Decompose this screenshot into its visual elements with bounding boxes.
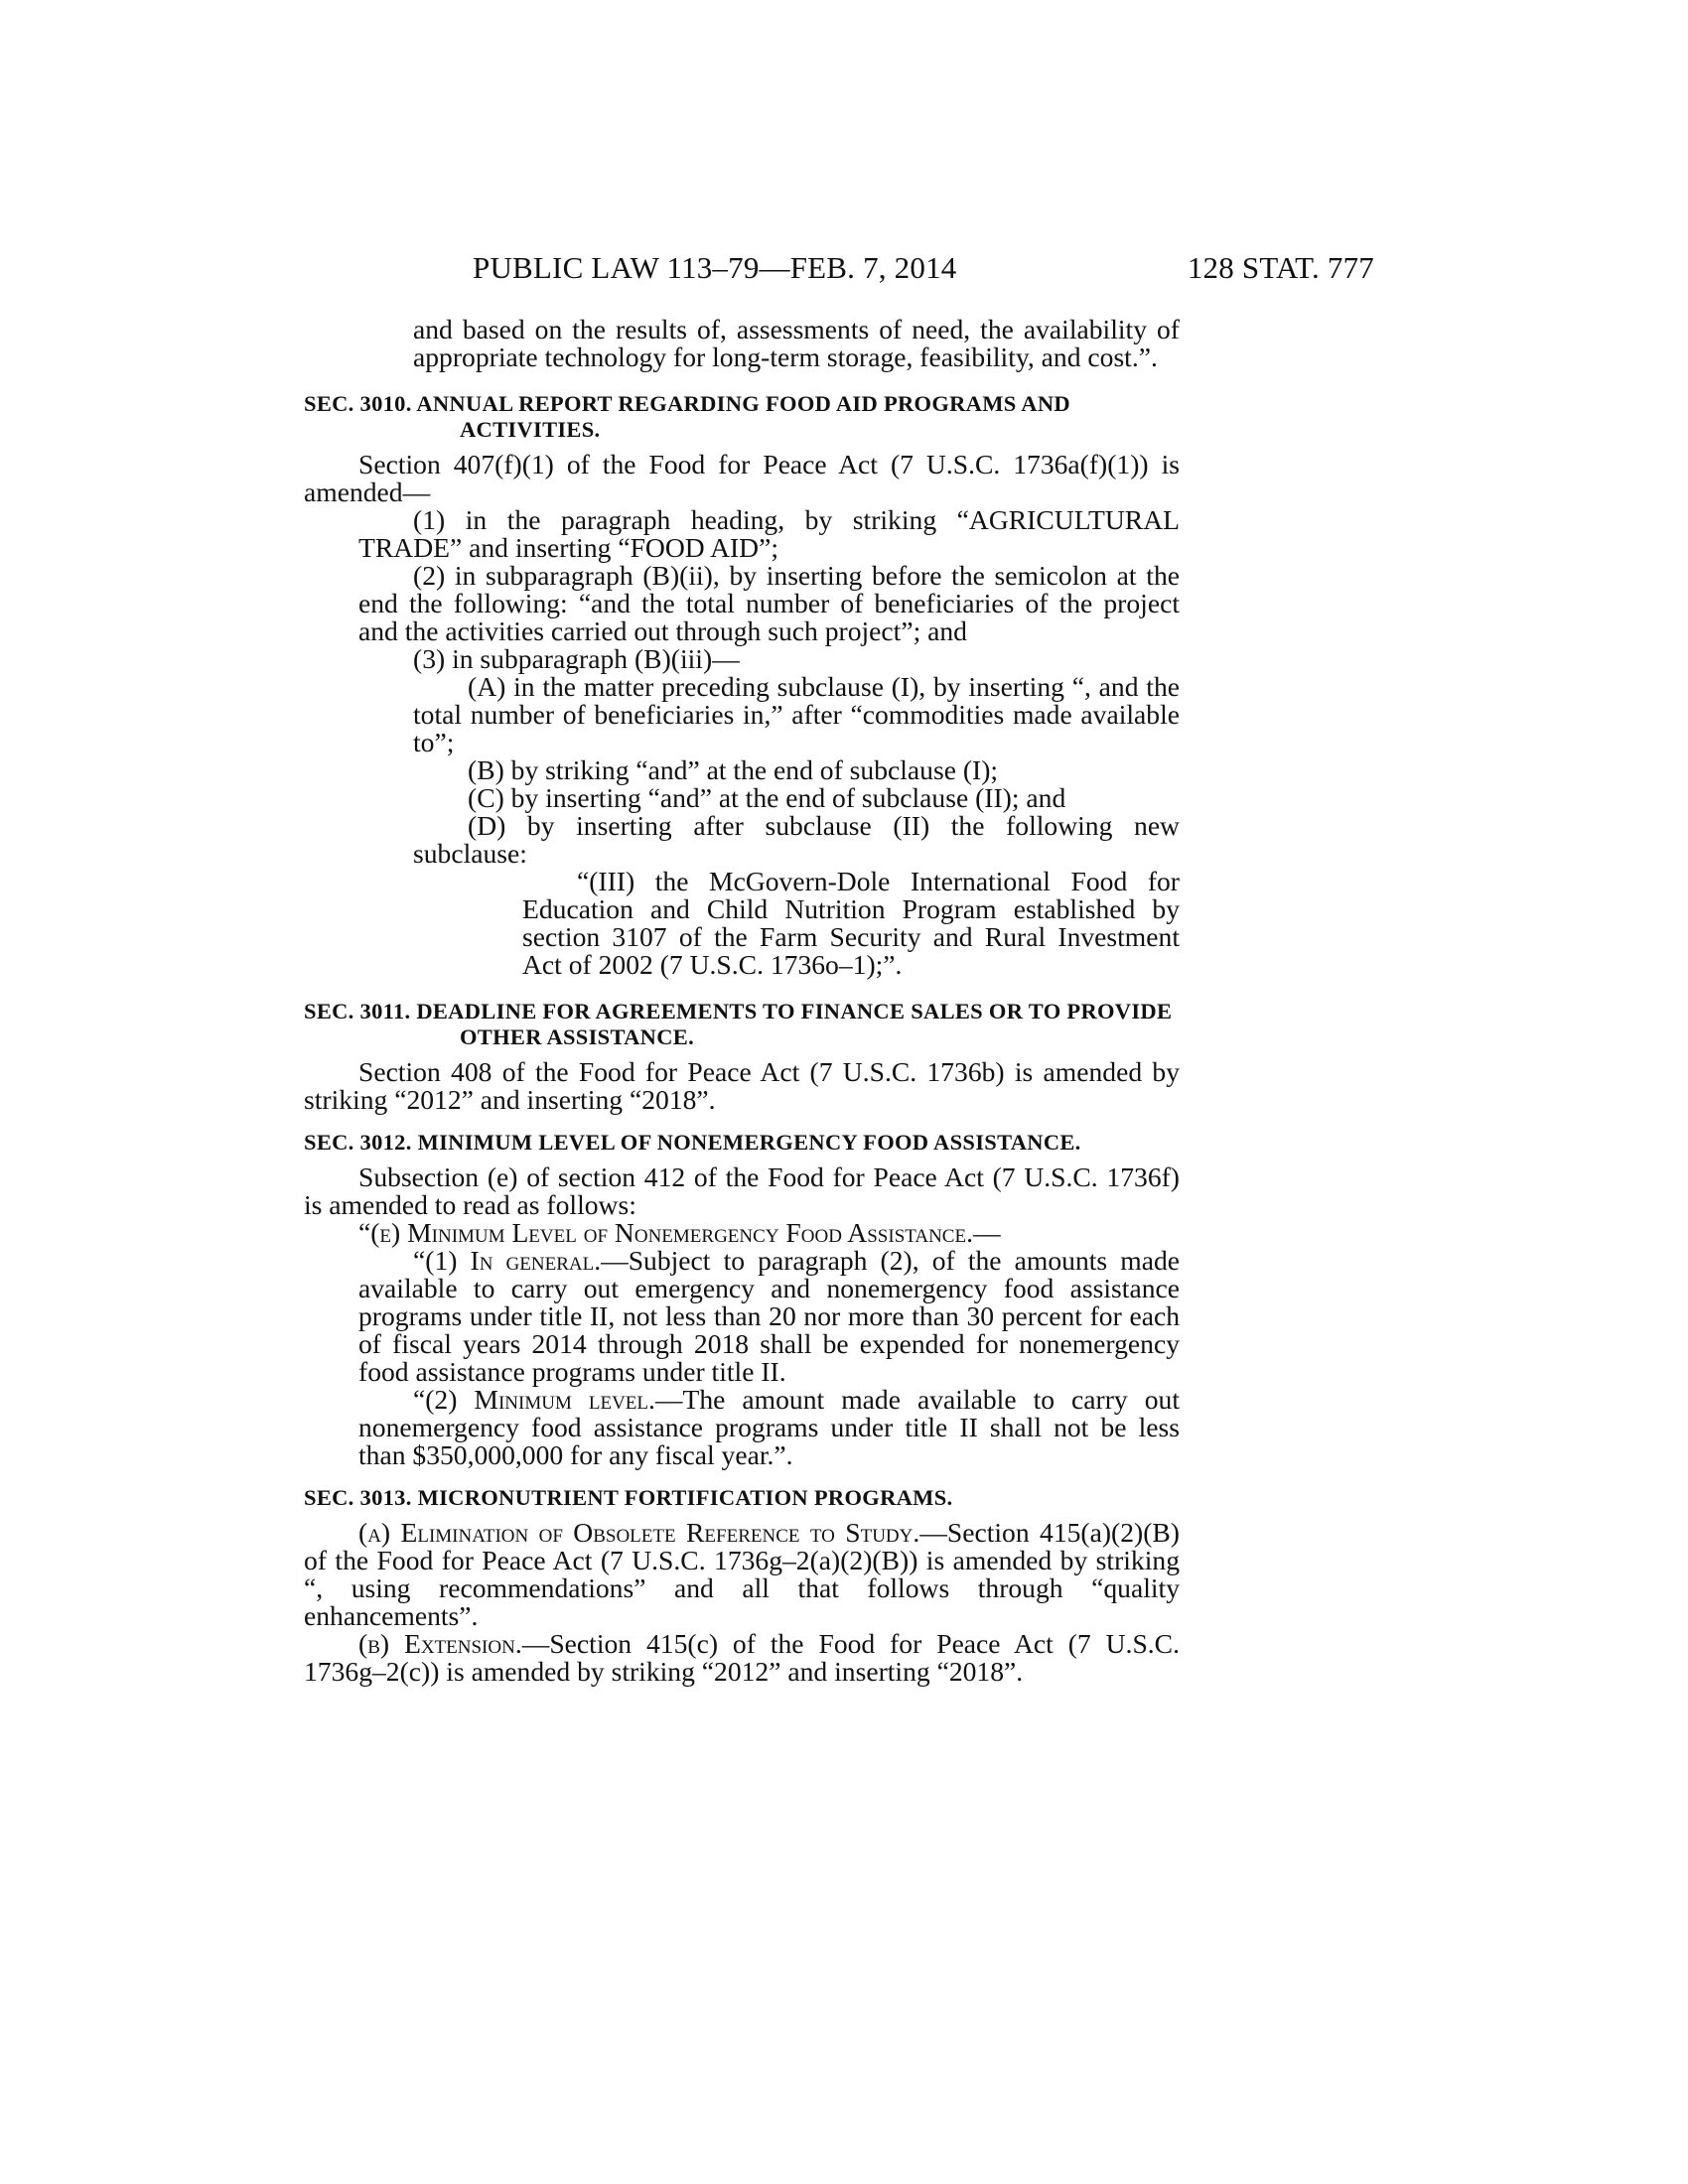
sec3010-subparagraph-d: (D) by inserting after subclause (II) the following new subclause: [413, 810, 1180, 869]
sec3010-subclause-iii: “(III) the McGovern-Dole International Food for Education and Child Nutrition Program established by section 3107 of the Farm Security and Rural Investment Act of 2002 (7 U.S.C. 1736o–1);”. [522, 866, 1180, 980]
running-head-title: PUBLIC LAW 113–79—FEB. 7, 2014 [473, 250, 957, 285]
sec3012-paragraph-1 [304, 1247, 1180, 1386]
section-heading-3010: SEC. 3010. ANNUAL REPORT REGARDING FOOD AID PROGRAMS AND ACTIVITIES. [304, 391, 1070, 442]
continued-text: and based on the results of, assessments of need, the availability of appropriate technology for long-term storage, feasibility, and cost.”. [413, 314, 1180, 372]
section-heading-3012: SEC. 3012. MINIMUM LEVEL OF NONEMERGENCY FOOD ASSISTANCE. [304, 1130, 1081, 1155]
sec3012-p2-label: “(2) Minimum level. [413, 1384, 655, 1415]
sec3010-subparagraph-a: (A) in the matter preceding subclause (I), by inserting “, and the total number of beneficiaries in,” after “commodities made available to”; [413, 671, 1180, 757]
sec3010-paragraph-3: (3) in subparagraph (B)(iii)— [413, 643, 740, 674]
sec3011-text: Section 408 of the Food for Peace Act (7 U.S.C. 1736b) is amended by striking “2012” and inserting “2018”. [304, 1056, 1180, 1115]
sec3010-subparagraph-b: (B) by striking “and” at the end of subclause (I); [468, 754, 999, 785]
sec3012-subsection-e-heading [304, 1219, 1180, 1247]
sec3010-paragraph-1: (1) in the paragraph heading, by striking “AGRICULTURAL TRADE” and inserting “FOOD AID”; [358, 504, 1180, 563]
sec3013-a-label: (a) Elimination of Obsolete Reference to Study. [358, 1517, 920, 1548]
running-head-page-number: 128 STAT. 777 [1187, 250, 1374, 285]
section-heading-3011: SEC. 3011. DEADLINE FOR AGREEMENTS TO FINANCE SALES OR TO PROVIDE OTHER ASSISTANCE. [304, 999, 1173, 1049]
sec3012-e-heading-text: “(e) Minimum Level of Nonemergency Food Assistance.— [358, 1217, 1001, 1248]
sec3012-intro: Subsection (e) of section 412 of the Food for Peace Act (7 U.S.C. 1736f) is amended to read as follows: [304, 1161, 1180, 1220]
sec3012-p1-label: “(1) In general. [413, 1245, 602, 1276]
sec3010-subparagraph-c: (C) by inserting “and” at the end of subclause (II); and [468, 782, 1066, 813]
sec3012-p2-text: —The amount made available to carry out nonemergency food assistance programs under title II shall not be less than $350,000,000 for any fiscal year.”. [358, 1384, 1180, 1470]
sec3010-paragraph-2: (2) in subparagraph (B)(ii), by inserting before the semicolon at the end the following: “and the total number of beneficiaries of the project and the activities carried out through such project”; and [358, 560, 1180, 646]
document-body [304, 316, 1180, 1686]
sec3010-intro: Section 407(f)(1) of the Food for Peace Act (7 U.S.C. 1736a(f)(1)) is amended— [304, 449, 1180, 507]
sec3012-p1-text: —Subject to paragraph (2), of the amounts made available to carry out emergency and nonemergency food assistance programs under title II, not less than 20 nor more than 30 percent for each of fiscal years 2014 through 2018 shall be expended for nonemergency food assistance programs under title II. [358, 1245, 1181, 1387]
section-heading-3013: SEC. 3013. MICRONUTRIENT FORTIFICATION PROGRAMS. [304, 1485, 953, 1510]
sec3013-a-text: —Section 415(a)(2)(B) of the Food for Peace Act (7 U.S.C. 1736g–2(a)(2)(B)) is amended by striking “, using recommendations” and all that follows through “quality enhancements”. [304, 1517, 1180, 1631]
sec3012-paragraph-2 [304, 1386, 1180, 1469]
sec3013-b-text: —Section 415(c) of the Food for Peace Act (7 U.S.C. 1736g–2(c)) is amended by striking “2012” and inserting “2018”. [304, 1628, 1180, 1687]
sec3013-subsection-a [304, 1519, 1180, 1630]
sec3013-subsection-b [304, 1630, 1180, 1686]
sec3013-b-label: (b) Extension. [358, 1628, 522, 1659]
running-head [473, 250, 1374, 290]
